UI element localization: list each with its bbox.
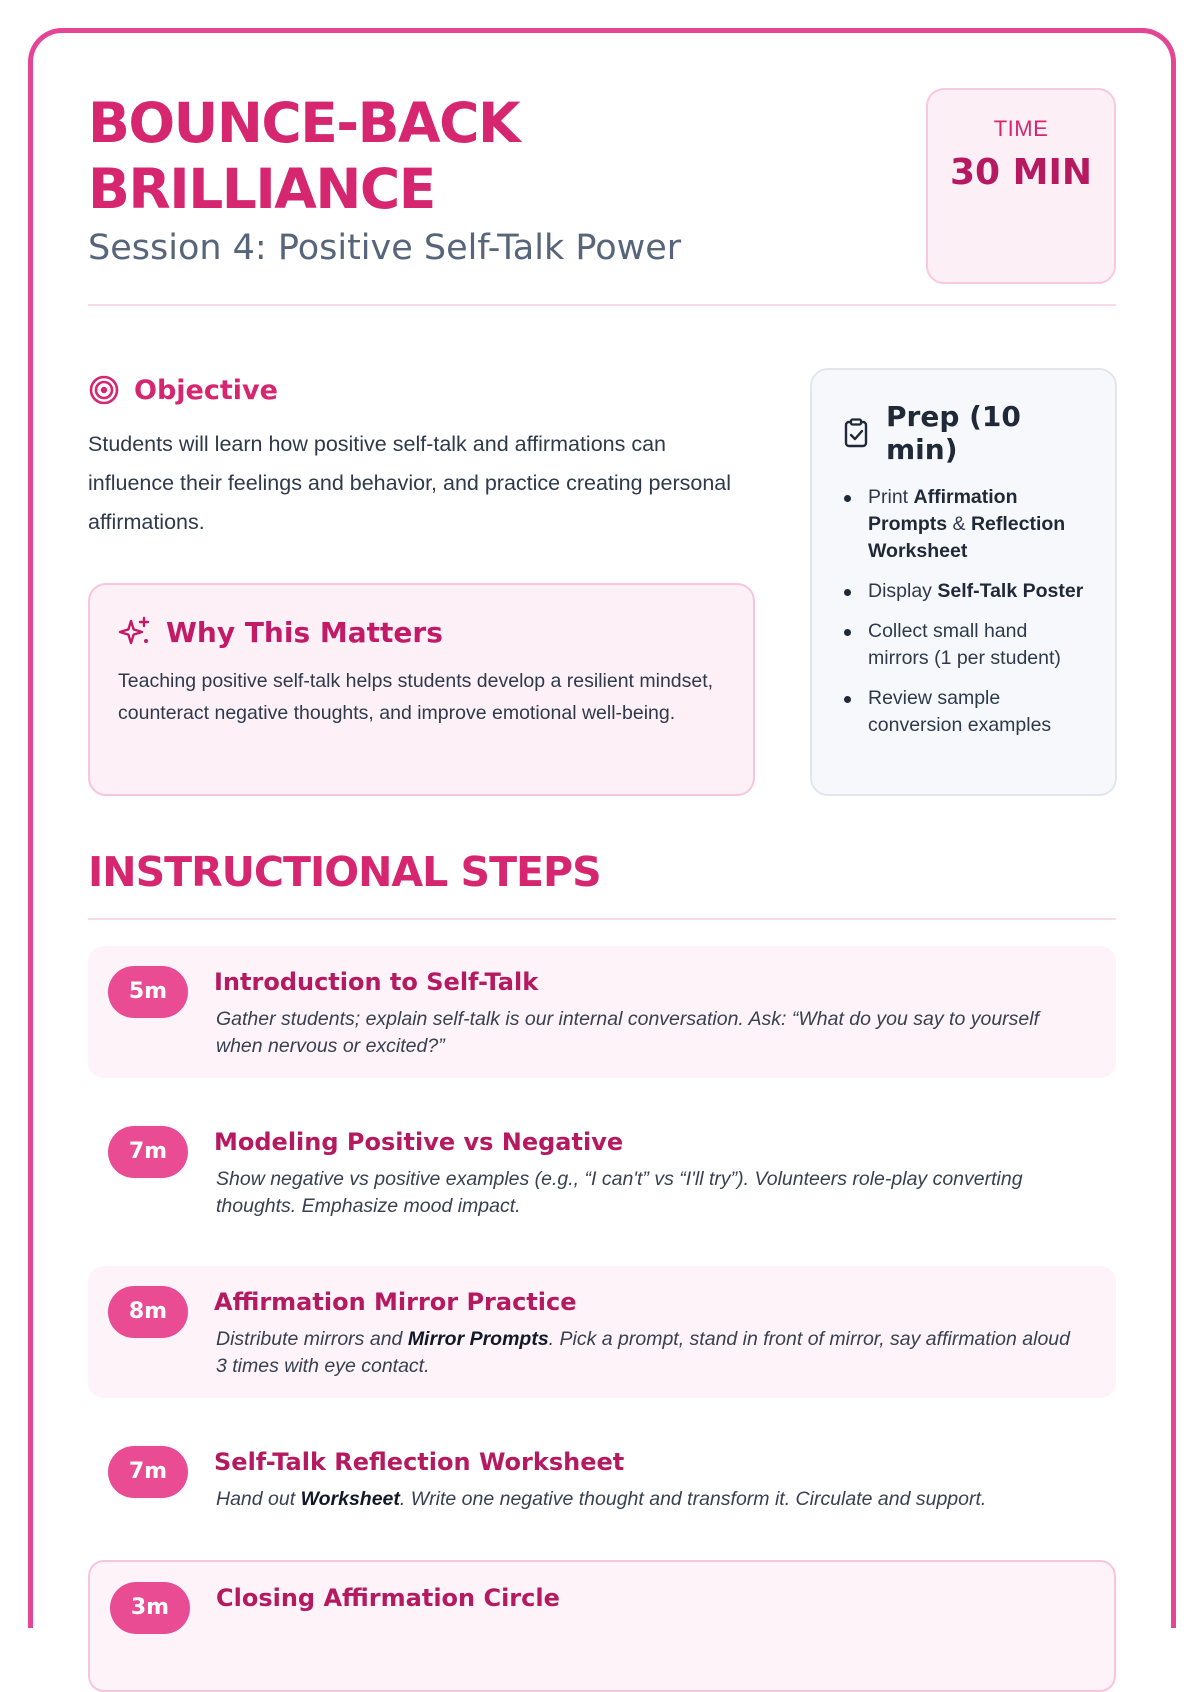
step-title: Closing Affirmation Circle [216,1584,560,1612]
target-icon [88,374,120,406]
why-text: Teaching positive self-talk helps students develop a resilient mindset, counteract negative thoughts, and improve emotional well-being. [118,670,714,724]
step-item [88,1560,1116,1692]
prep-item: Collect small hand mirrors (1 per student) [840,618,1089,672]
lesson-header [88,90,1116,280]
step-item [88,1106,1116,1238]
clipboard-check-icon [840,417,872,449]
duration-badge: 3m [110,1582,190,1634]
step-item [88,1426,1116,1558]
objective-text: Students will learn how positive self-talk and affirmations can influence their feelings and behavior, and practice creating personal affirmations. [88,432,732,534]
step-item [88,1266,1116,1398]
step-item [88,946,1116,1078]
time-value: 30 MIN [950,152,1092,193]
why-title: Why This Matters [166,615,443,649]
step-title: Affirmation Mirror Practice [214,1288,577,1316]
step-description: Gather students; explain self-talk is our internal conversation. Ask: “What do you say to yourself when nervous or excited?” [216,1008,1039,1057]
prep-item: Review sample conversion examples [840,685,1089,739]
step-title: Introduction to Self-Talk [214,968,539,996]
objective-heading [88,374,278,406]
duration-badge: 7m [108,1446,188,1498]
why-this-matters-box [88,583,755,796]
prep-box [810,368,1117,796]
duration-badge: 5m [108,966,188,1018]
steps-divider [88,918,1116,920]
session-subtitle: Session 4: Positive Self-Talk Power [88,228,682,268]
time-label: TIME [993,116,1049,141]
lesson-title: BOUNCE-BACK BRILLIANCE [88,91,520,221]
prep-item: Display Self-Talk Poster [840,578,1089,605]
steps-heading: INSTRUCTIONAL STEPS [88,848,601,896]
duration-badge: 7m [108,1126,188,1178]
step-description: Show negative vs positive examples (e.g., “I can't” vs “I'll try”). Volunteers role-play converting thoughts. Emphasize mood impact. [216,1168,1023,1217]
step-title: Modeling Positive vs Negative [214,1128,624,1156]
header-divider [88,304,1116,306]
duration-badge: 8m [108,1286,188,1338]
time-box [926,88,1116,284]
step-description: Hand out Worksheet. Write one negative thought and transform it. Circulate and support. [216,1488,987,1510]
prep-title: Prep (10 min) [886,400,1021,466]
step-title: Self-Talk Reflection Worksheet [214,1448,625,1476]
step-description: Distribute mirrors and Mirror Prompts. Pick a prompt, stand in front of mirror, say affirmation aloud 3 times with eye contact. [216,1328,1070,1377]
prep-list [840,484,1089,739]
objective-title: Objective [134,374,278,406]
prep-item: Print Affirmation Prompts & Reflection Worksheet [840,484,1089,565]
sparkles-icon [118,615,152,649]
